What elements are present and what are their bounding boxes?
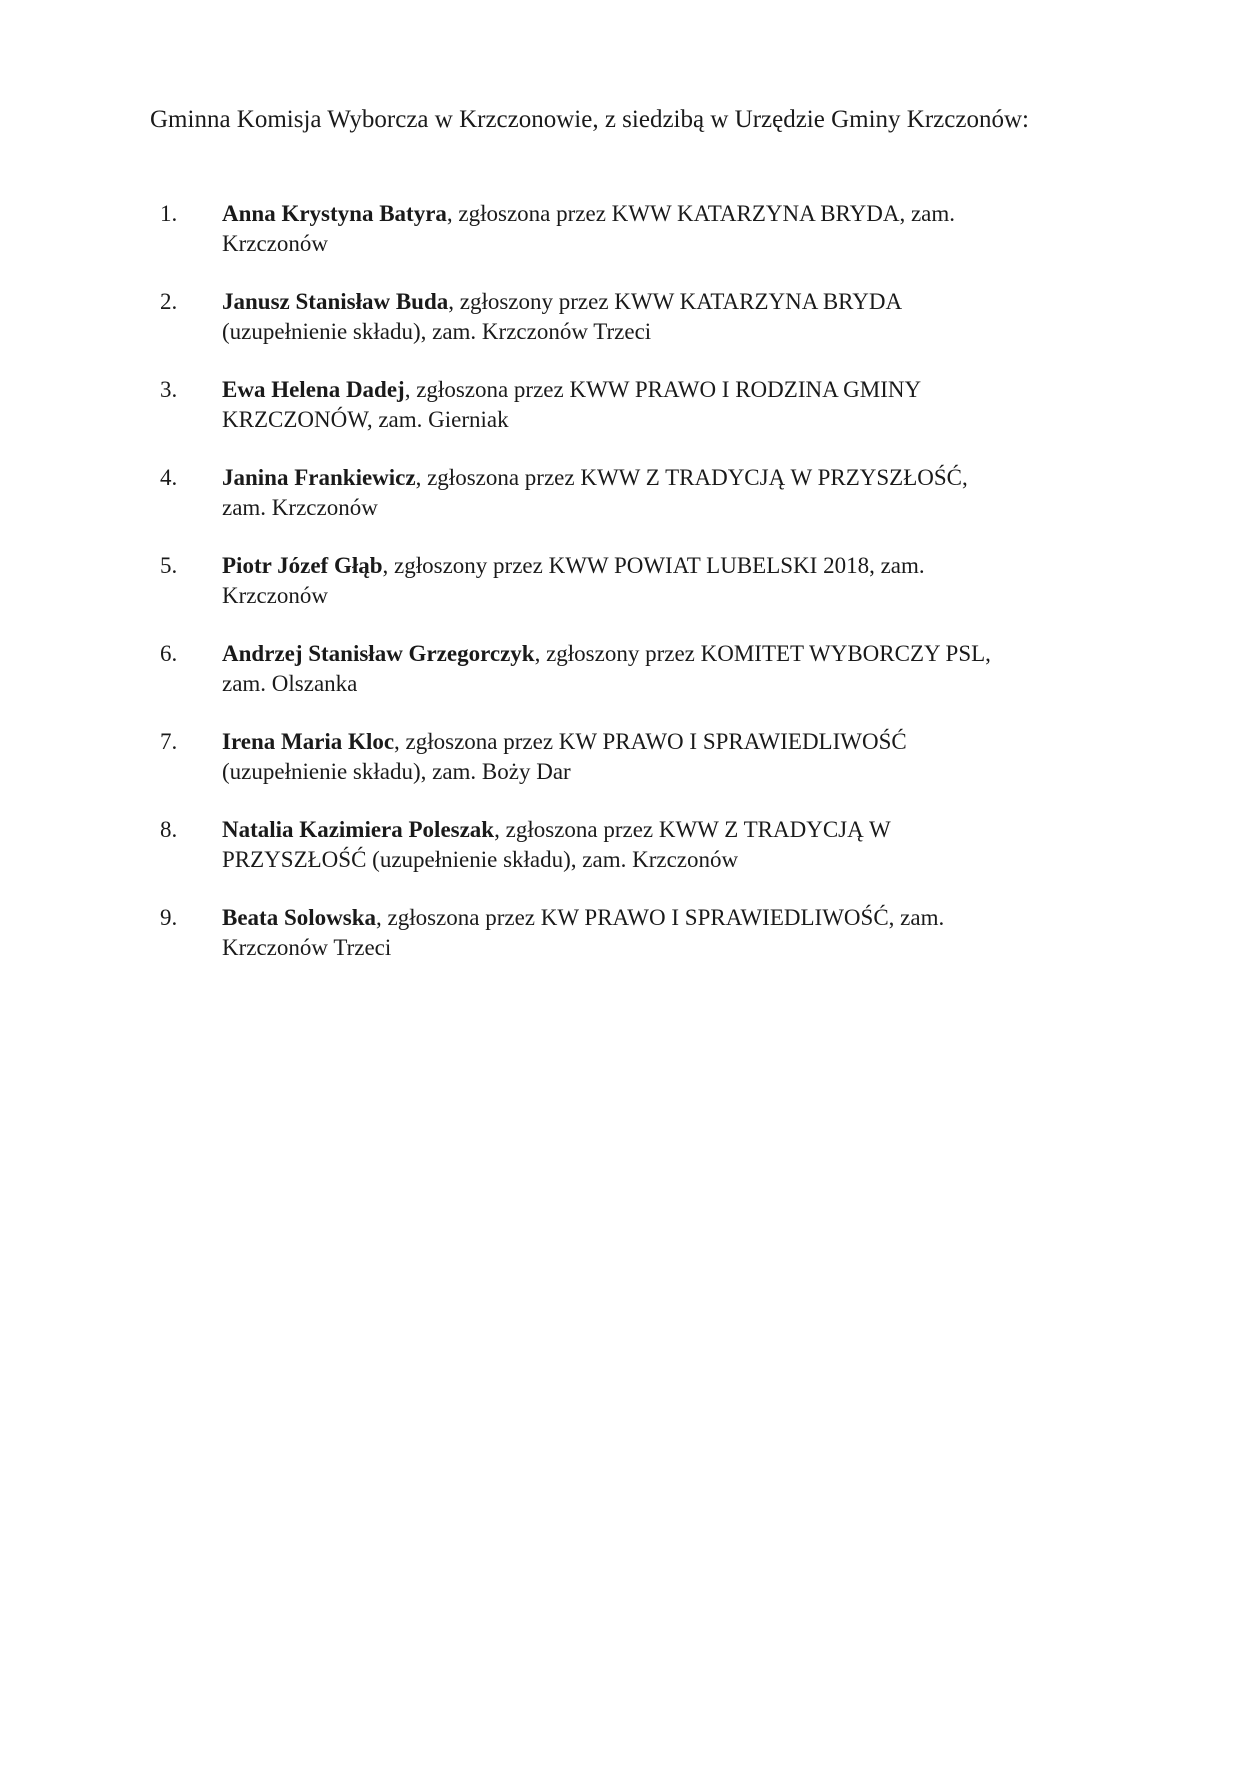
member-details: , zgłoszony przez KOMITET WYBORCZY PSL, bbox=[534, 641, 991, 666]
list-item bbox=[160, 463, 1100, 523]
item-line-2: Krzczonów bbox=[222, 231, 329, 256]
item-number: 6. bbox=[160, 641, 178, 666]
list-item bbox=[160, 199, 1100, 259]
item-line-2: Krzczonów bbox=[222, 583, 329, 608]
item-number: 3. bbox=[160, 377, 178, 402]
member-details: , zgłoszona przez KWW Z TRADYCJĄ W bbox=[494, 817, 891, 842]
item-line-1 bbox=[222, 551, 1100, 581]
item-line-2: (uzupełnienie składu), zam. Krzczonów Trzeci bbox=[222, 319, 652, 344]
item-number: 9. bbox=[160, 905, 178, 930]
item-line-1 bbox=[222, 903, 1100, 933]
member-name: Irena Maria Kloc bbox=[222, 729, 395, 754]
item-number: 1. bbox=[160, 201, 178, 226]
item-number: 5. bbox=[160, 553, 178, 578]
item-number: 2. bbox=[160, 289, 178, 314]
member-list bbox=[160, 199, 1100, 991]
list-item bbox=[160, 639, 1100, 699]
member-details: , zgłoszony przez KWW KATARZYNA BRYDA bbox=[448, 289, 903, 314]
item-line-1 bbox=[222, 199, 1100, 229]
member-name: Ewa Helena Dadej bbox=[222, 377, 405, 402]
list-item bbox=[160, 287, 1100, 347]
member-name: Natalia Kazimiera Poleszak bbox=[222, 817, 495, 842]
list-item bbox=[160, 815, 1100, 875]
item-number: 7. bbox=[160, 729, 178, 754]
item-line-2: zam. Olszanka bbox=[222, 671, 358, 696]
member-name: Anna Krystyna Batyra bbox=[222, 201, 447, 226]
list-item bbox=[160, 375, 1100, 435]
list-item bbox=[160, 903, 1100, 963]
item-line-1 bbox=[222, 815, 1100, 845]
member-details: , zgłoszona przez KWW KATARZYNA BRYDA, zam. bbox=[446, 201, 956, 226]
item-line-2: (uzupełnienie składu), zam. Boży Dar bbox=[222, 759, 571, 784]
item-line-1 bbox=[222, 727, 1100, 757]
item-line-2: KRZCZONÓW, zam. Gierniak bbox=[222, 407, 509, 432]
item-line-1 bbox=[222, 375, 1100, 405]
document-heading: Gminna Komisja Wyborcza w Krzczonowie, z siedzibą w Urzędzie Gminy Krzczonów: bbox=[150, 106, 1029, 133]
member-name: Janusz Stanisław Buda bbox=[222, 289, 449, 314]
item-line-1 bbox=[222, 287, 1100, 317]
member-details: , zgłoszona przez KWW PRAWO I RODZINA GMINY bbox=[404, 377, 922, 402]
item-line-1 bbox=[222, 463, 1100, 493]
item-line-2: PRZYSZŁOŚĆ (uzupełnienie składu), zam. Krzczonów bbox=[222, 847, 739, 872]
member-details: , zgłoszona przez KW PRAWO I SPRAWIEDLIWOŚĆ bbox=[394, 729, 907, 754]
member-details: , zgłoszona przez KW PRAWO I SPRAWIEDLIWOŚĆ, zam. bbox=[376, 905, 945, 930]
item-number: 4. bbox=[160, 465, 178, 490]
list-item bbox=[160, 727, 1100, 787]
member-name: Janina Frankiewicz bbox=[222, 465, 416, 490]
item-line-2: Krzczonów Trzeci bbox=[222, 935, 392, 960]
member-details: , zgłoszona przez KWW Z TRADYCJĄ W PRZYSZŁOŚĆ, bbox=[415, 465, 968, 490]
member-details: , zgłoszony przez KWW POWIAT LUBELSKI 2018, zam. bbox=[382, 553, 925, 578]
item-line-2: zam. Krzczonów bbox=[222, 495, 378, 520]
member-name: Beata Solowska bbox=[222, 905, 376, 930]
member-name: Piotr Józef Głąb bbox=[222, 553, 383, 578]
item-number: 8. bbox=[160, 817, 178, 842]
list-item bbox=[160, 551, 1100, 611]
member-name: Andrzej Stanisław Grzegorczyk bbox=[222, 641, 535, 666]
item-line-1 bbox=[222, 639, 1100, 669]
